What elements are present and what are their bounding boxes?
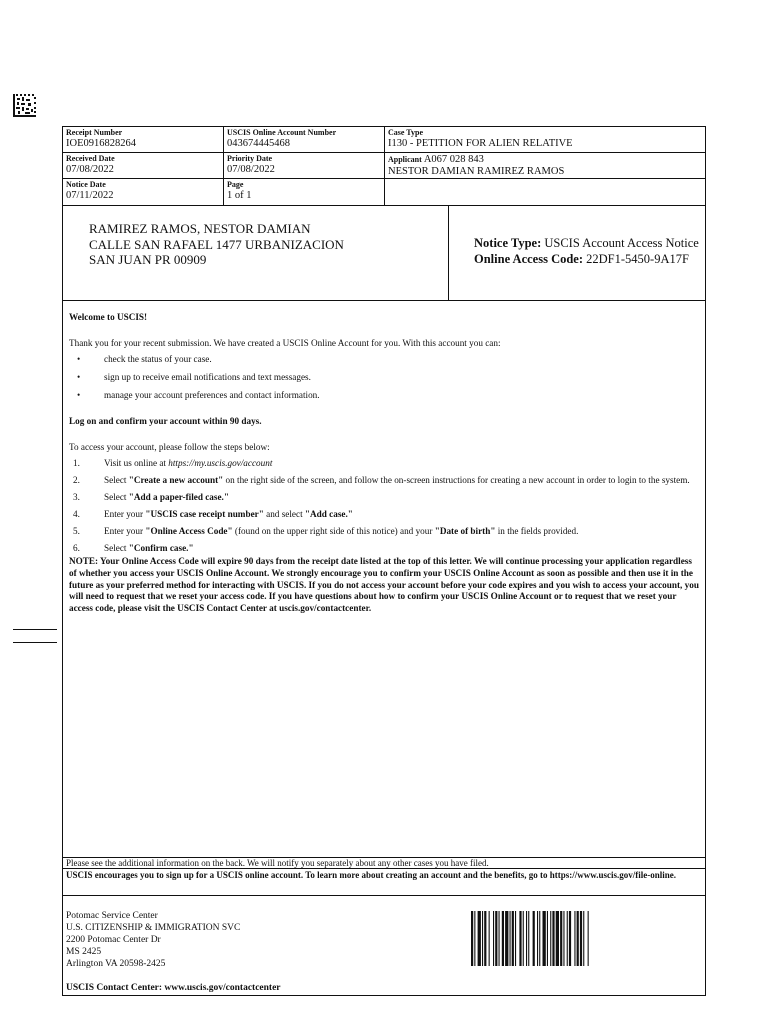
notice-info: Notice Type: USCIS Account Access Notice Online Access Code: 22DF1-5450-9A17F [474, 236, 699, 266]
contact-center: USCIS Contact Center: www.uscis.gov/contactcenter [66, 983, 281, 993]
page-number: 1 of 1 [227, 190, 252, 201]
steps-intro: To access your account, please follow the steps below: [69, 442, 270, 452]
confirm-heading: Log on and confirm your account within 90 days. [69, 416, 262, 426]
barcode [471, 911, 639, 966]
case-info-header [63, 127, 705, 206]
notice-date: 07/11/2022 [66, 190, 114, 201]
notice-frame [62, 126, 706, 996]
step-item: 4. Enter your "USCIS case receipt number" and select "Add case." [73, 509, 353, 519]
priority-date-cell: Priority Date 07/08/2022 [224, 153, 385, 179]
page-cell: Page 1 of 1 [224, 179, 385, 206]
address-block [63, 206, 705, 301]
step-item: 6. Select "Confirm case." [73, 543, 194, 553]
online-access-code: 22DF1-5450-9A17F [586, 251, 689, 266]
applicant-name: NESTOR DAMIAN RAMIREZ RAMOS [388, 166, 565, 177]
case-type-cell: Case Type I130 - PETITION FOR ALIEN RELATIVE [385, 127, 705, 153]
received-date: 07/08/2022 [66, 164, 114, 175]
step-item: 3. Select "Add a paper-filed case." [73, 492, 229, 502]
step-item: 1. Visit us online at https://my.uscis.gov/account [73, 458, 273, 468]
account-number-cell: USCIS Online Account Number 043674445468 [224, 127, 385, 153]
recipient-address: RAMIREZ RAMOS, NESTOR DAMIAN CALLE SAN RAFAEL 1477 URBANIZACION SAN JUAN PR 00909 [89, 221, 344, 267]
empty-cell [385, 179, 705, 206]
welcome-heading: Welcome to USCIS! [69, 312, 148, 322]
priority-date: 07/08/2022 [227, 164, 275, 175]
list-item: • manage your account preferences and contact information. [77, 390, 320, 400]
data-matrix-code [13, 94, 36, 117]
additional-info-line: Please see the additional information on the back. We will notify you separately about any other cases you have filed. [63, 857, 705, 869]
expiry-note: NOTE: Your Online Access Code will expire 90 days from the receipt date listed at the top of this letter. We will continue processing your application regardless of whether you access your USCIS Online Account. We strongly encourage you to confirm your USCIS Online Account as soon as possible and then use it in the future as your preferred method for interacting with USCIS. If you do not access your account before your code expires and you wish to access your account, you will need to request that we reset your access code. If you have questions about how to confirm your USCIS Online Account or to request that we reset your access code, please visit the USCIS Contact Center at uscis.gov/contactcenter. [69, 556, 699, 614]
account-number: 043674445468 [227, 138, 290, 149]
fold-mark [13, 642, 57, 643]
applicant-id: A067 028 843 [423, 154, 484, 165]
notice-date-cell: Notice Date 07/11/2022 [63, 179, 224, 206]
fold-mark [13, 629, 57, 630]
applicant-cell: Applicant A067 028 843 NESTOR DAMIAN RAMIREZ RAMOS [385, 153, 705, 179]
list-item: • sign up to receive email notifications and text messages. [77, 372, 311, 382]
account-url[interactable]: https://my.uscis.gov/account [168, 458, 273, 468]
receipt-number-cell: Receipt Number IOE0916828264 [63, 127, 224, 153]
step-item: 5. Enter your "Online Access Code" (found on the upper right side of this notice) and your "Date of birth" in the fields provided. [73, 526, 579, 536]
online-signup-box: USCIS encourages you to sign up for a USCIS online account. To learn more about creating an account and the benefits, go to https://www.uscis.gov/file-online. [63, 868, 705, 896]
letter-body [69, 311, 699, 615]
case-type: I130 - PETITION FOR ALIEN RELATIVE [388, 138, 573, 149]
receipt-number: IOE0916828264 [66, 138, 136, 149]
intro-text: Thank you for your recent submission. We have created a USCIS Online Account for you. With this account you can: [69, 338, 501, 348]
step-item: 2. Select "Create a new account" on the right side of the screen, and follow the on-screen instructions for creating a new account in order to login to the system. [73, 475, 690, 485]
service-center-address: Potomac Service Center U.S. CITIZENSHIP & IMMIGRATION SVC 2200 Potomac Center Dr MS 2425 Arlington VA 20598-2425 [66, 911, 241, 969]
divider [448, 206, 449, 300]
list-item: • check the status of your case. [77, 354, 212, 364]
received-date-cell: Received Date 07/08/2022 [63, 153, 224, 179]
notice-type: USCIS Account Access Notice [544, 236, 699, 250]
